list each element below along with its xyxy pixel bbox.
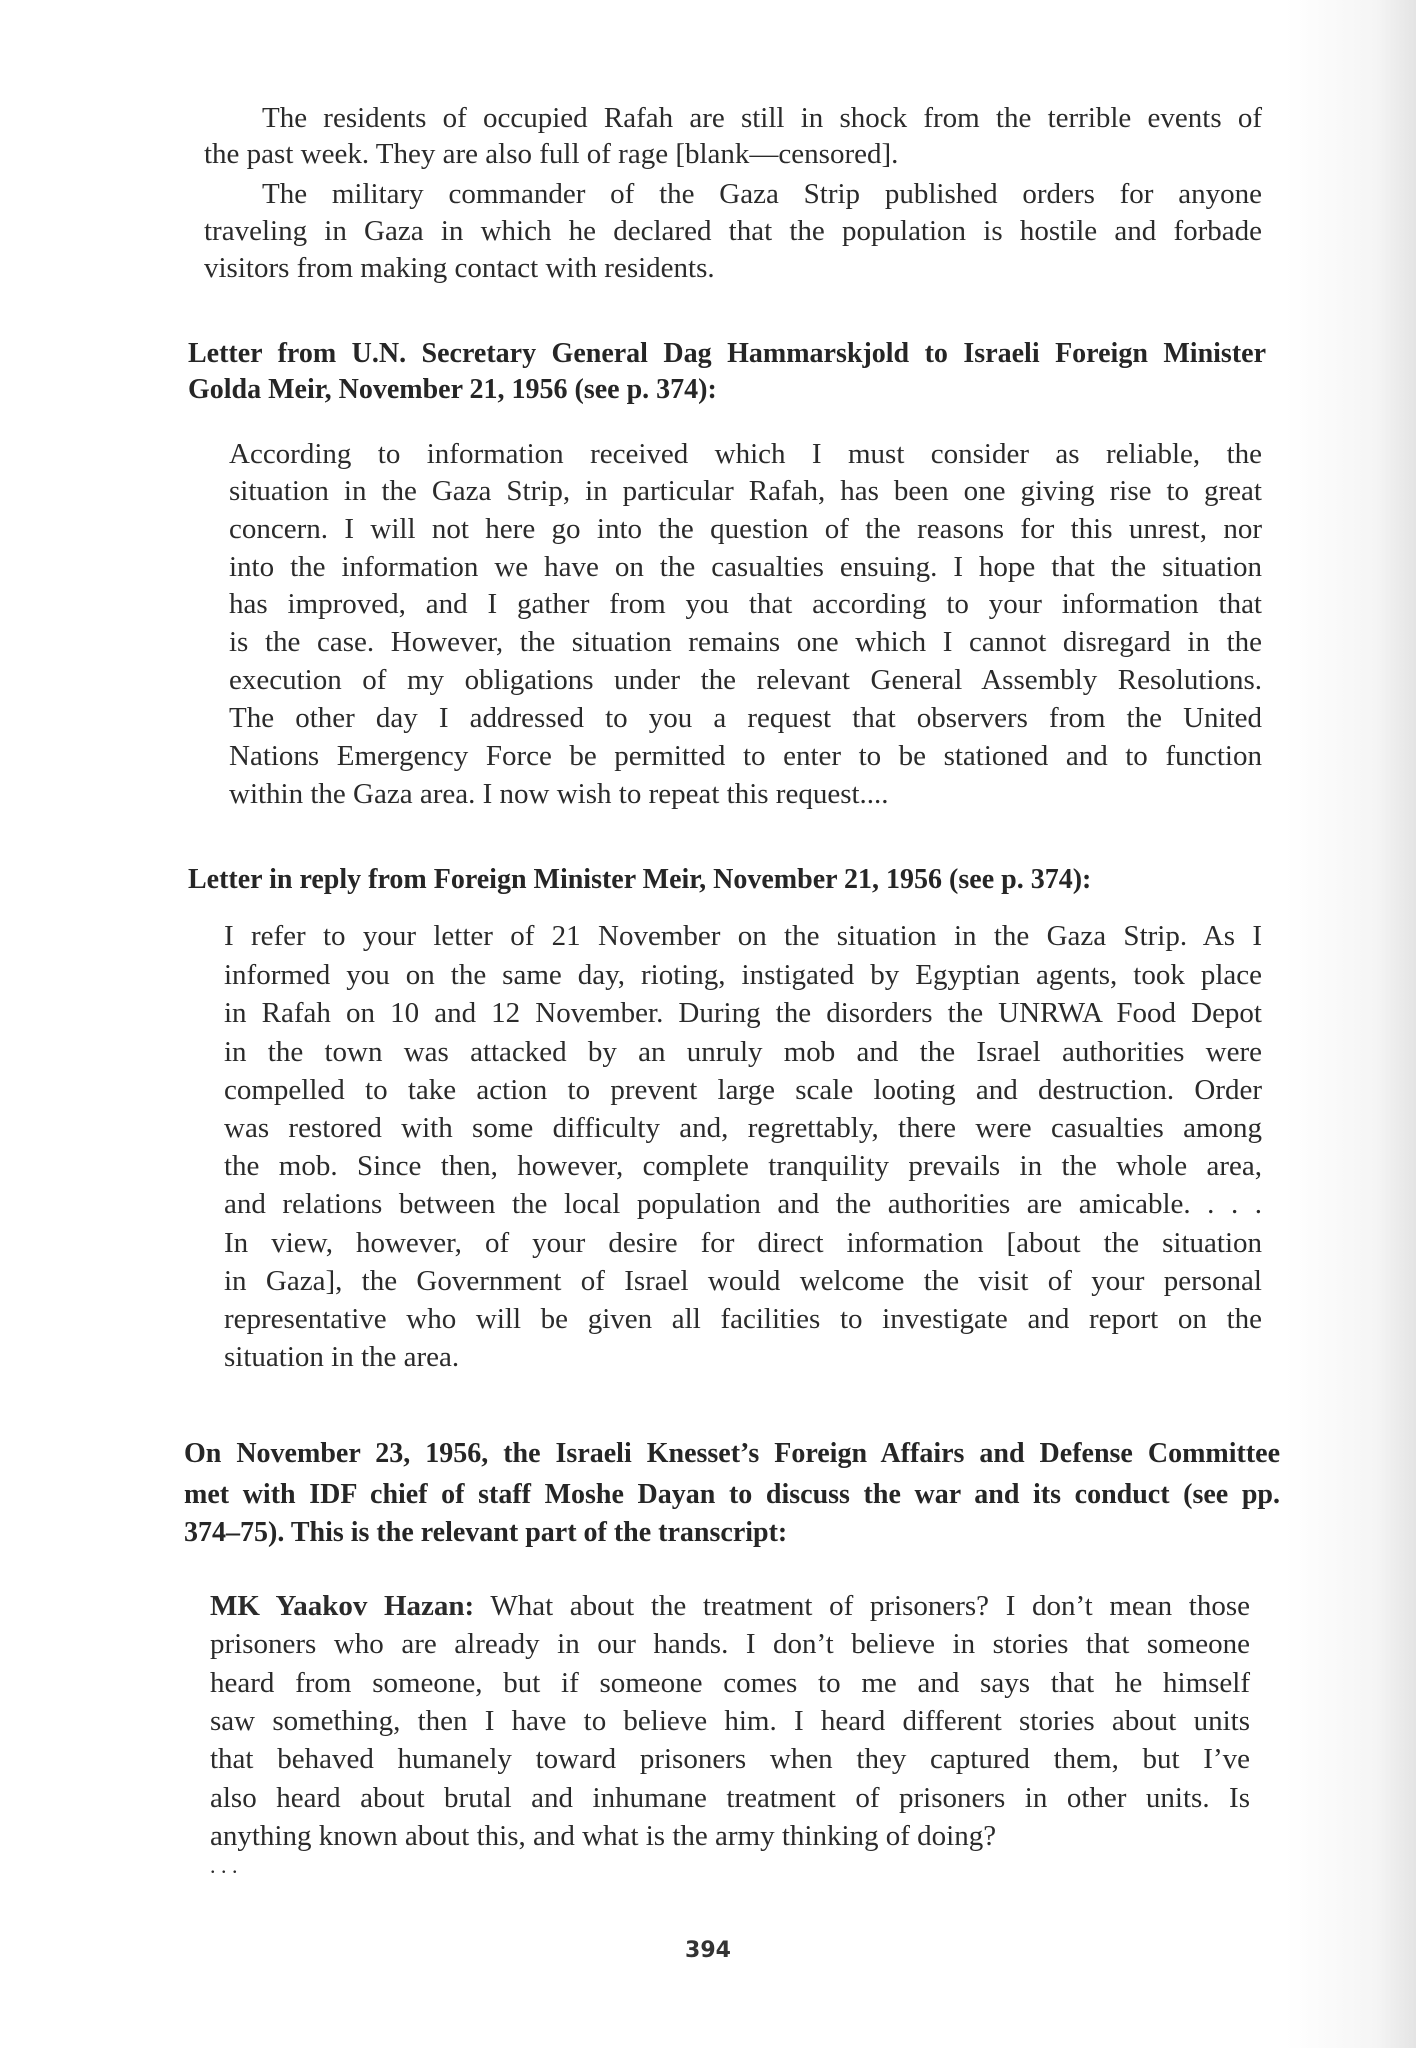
quote-line: concern. I will not here go into the question of the reasons for this unrest, nor bbox=[229, 513, 1262, 545]
quote-line: According to information received which I must consider as reliable, the bbox=[229, 438, 1262, 470]
quote-line: has improved, and I gather from you that according to your information that bbox=[229, 588, 1262, 620]
body-line: traveling in Gaza in which he declared that the population is hostile and forbade bbox=[204, 215, 1262, 247]
speech-text: What about the treatment of prisoners? I don’t mean those bbox=[474, 1590, 1250, 1622]
quote-line: and relations between the local population and the authorities are amicable. . . . bbox=[224, 1188, 1262, 1220]
transcript-line: anything known about this, and what is the army thinking of doing? bbox=[210, 1820, 997, 1852]
section-heading: 374–75). This is the relevant part of the transcript: bbox=[184, 1517, 788, 1548]
quote-line: situation in the Gaza Strip, in particular Rafah, has been one giving rise to great bbox=[229, 475, 1262, 507]
quote-line: I refer to your letter of 21 November on the situation in the Gaza Strip. As I bbox=[224, 920, 1262, 952]
transcript-line: that behaved humanely toward prisoners when they captured them, but I’ve bbox=[210, 1743, 1250, 1775]
section-heading: met with IDF chief of staff Moshe Dayan to discuss the war and its conduct (see pp. bbox=[184, 1479, 1280, 1510]
quote-line: in Gaza], the Government of Israel would welcome the visit of your personal bbox=[224, 1265, 1262, 1297]
transcript-line: prisoners who are already in our hands. I don’t believe in stories that someone bbox=[210, 1628, 1250, 1660]
quote-line: within the Gaza area. I now wish to repeat this request.... bbox=[229, 778, 889, 810]
section-heading: On November 23, 1956, the Israeli Knesset’s Foreign Affairs and Defense Committee bbox=[184, 1438, 1280, 1469]
transcript-line: saw something, then I have to believe him. I heard different stories about units bbox=[210, 1705, 1250, 1737]
quote-line: The other day I addressed to you a request that observers from the United bbox=[229, 702, 1262, 734]
speaker-name: MK Yaakov Hazan: bbox=[210, 1590, 475, 1622]
quote-line: informed you on the same day, rioting, instigated by Egyptian agents, took place bbox=[224, 959, 1262, 991]
body-line: The military commander of the Gaza Strip published orders for anyone bbox=[262, 178, 1262, 210]
section-heading: Letter in reply from Foreign Minister Meir, November 21, 1956 (see p. 374): bbox=[188, 864, 1092, 895]
quote-line: compelled to take action to prevent large scale looting and destruction. Order bbox=[224, 1074, 1262, 1106]
quote-line: execution of my obligations under the relevant General Assembly Resolutions. bbox=[229, 664, 1262, 696]
page-number: 394 bbox=[685, 1938, 731, 1963]
ellipsis: . . . bbox=[210, 1853, 238, 1878]
quote-line: in Rafah on 10 and 12 November. During the disorders the UNRWA Food Depot bbox=[224, 997, 1262, 1029]
quote-line: In view, however, of your desire for direct information [about the situation bbox=[224, 1227, 1262, 1259]
body-line: the past week. They are also full of rage [blank—censored]. bbox=[204, 138, 899, 170]
quote-line: in the town was attacked by an unruly mob and the Israel authorities were bbox=[224, 1036, 1262, 1068]
quote-line: situation in the area. bbox=[224, 1341, 460, 1373]
body-line: The residents of occupied Rafah are still in shock from the terrible events of bbox=[262, 102, 1262, 134]
section-heading: Golda Meir, November 21, 1956 (see p. 374): bbox=[188, 374, 717, 405]
quote-line: Nations Emergency Force be permitted to enter to be stationed and to function bbox=[229, 740, 1262, 772]
quote-line: the mob. Since then, however, complete tranquility prevails in the whole area, bbox=[224, 1150, 1262, 1182]
transcript-line bbox=[210, 1588, 1250, 1624]
quote-line: into the information we have on the casualties ensuing. I hope that the situation bbox=[229, 551, 1262, 583]
transcript-line: also heard about brutal and inhumane treatment of prisoners in other units. Is bbox=[210, 1782, 1250, 1814]
quote-line: is the case. However, the situation remains one which I cannot disregard in the bbox=[229, 626, 1262, 658]
transcript-line: heard from someone, but if someone comes to me and says that he himself bbox=[210, 1667, 1250, 1699]
section-heading: Letter from U.N. Secretary General Dag Hammarskjold to Israeli Foreign Minister bbox=[188, 338, 1266, 369]
quote-line: was restored with some difficulty and, regrettably, there were casualties among bbox=[224, 1112, 1262, 1144]
body-line: visitors from making contact with residents. bbox=[204, 252, 715, 284]
quote-line: representative who will be given all facilities to investigate and report on the bbox=[224, 1303, 1262, 1335]
